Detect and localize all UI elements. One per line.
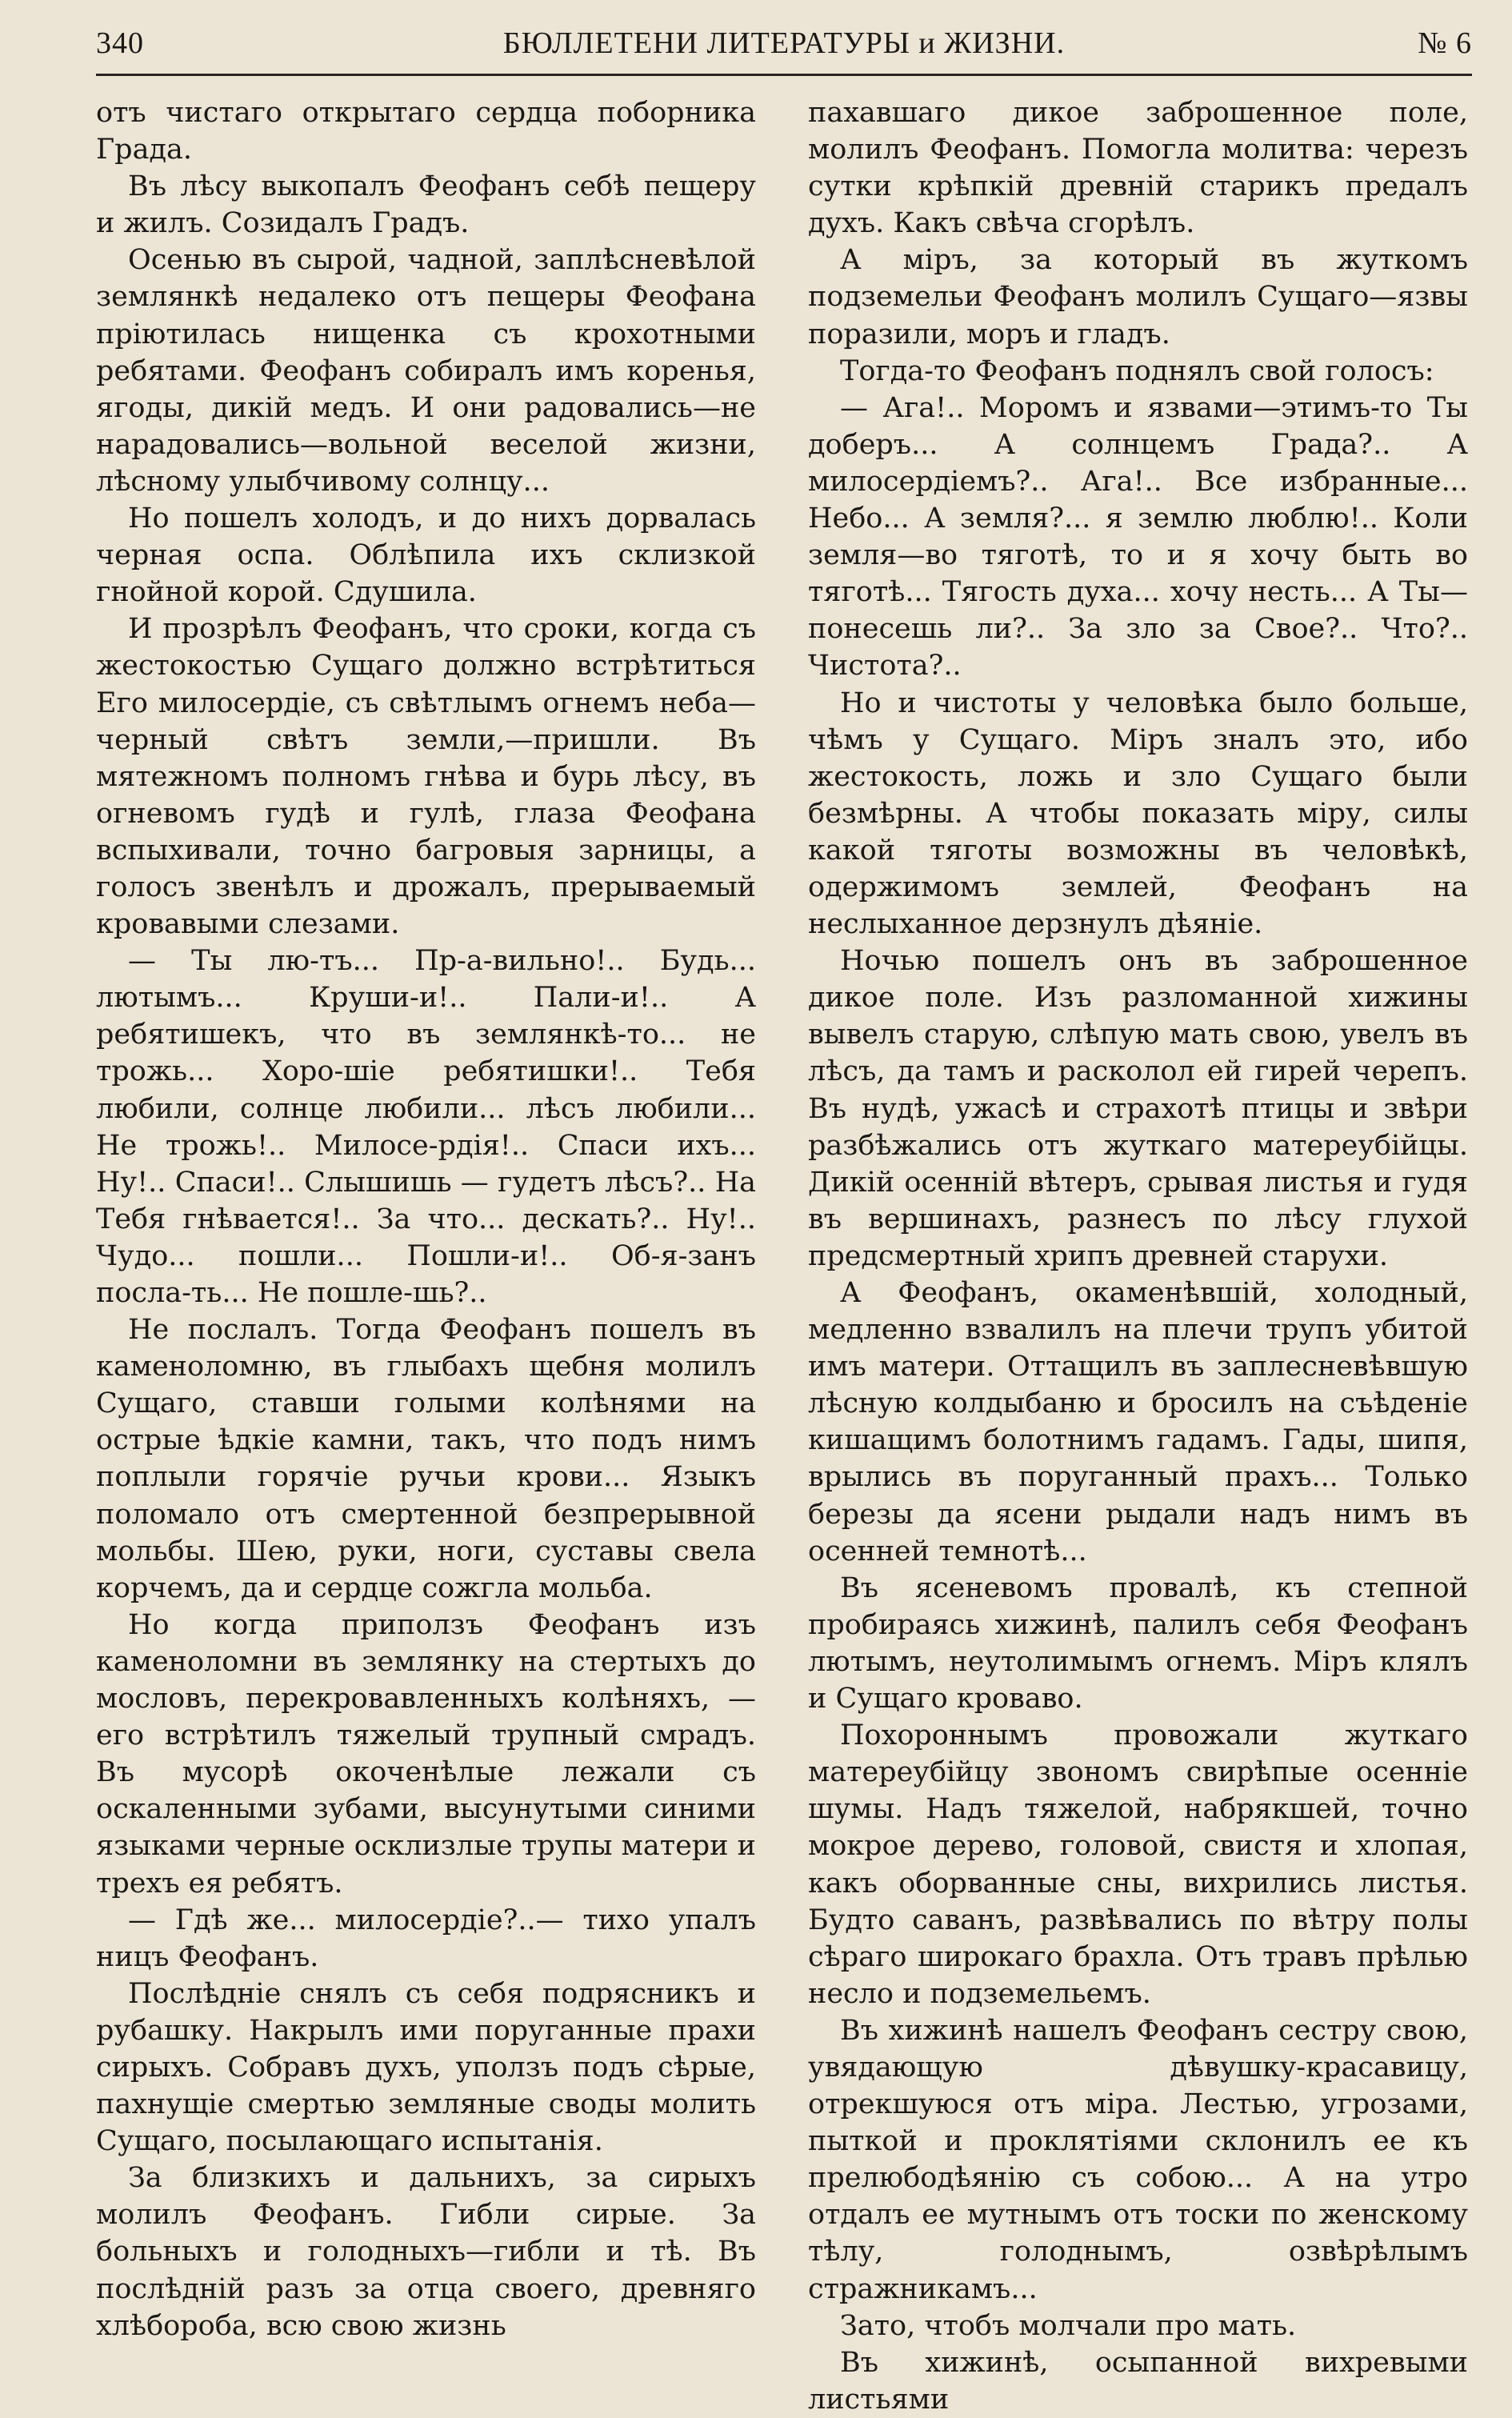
paragraph: — Ты лю-тъ... Пр-а-вильно!.. Будь... лютымъ... Круши-и!.. Пали-и!.. А ребятишекъ, что въ землянкѣ-то... не трожь... Хоро-шіе ребятишки!.. Тебя любили, солнце любили... лѣсъ любили... Не трожь!.. Милосе-рдія!.. Спаси ихъ... Ну!.. Спаси!.. Слышишь — гудетъ лѣсъ?.. На Тебя гнѣвается!.. За что... дескать?.. Ну!.. Чудо... пошли... Пошли-и!.. Об-я-занъ посла-ть... Не пошле-шь?.. — [96, 945, 756, 1309]
paragraph: пахавшаго дикое заброшенное поле, молилъ Феофанъ. Помогла молитва: черезъ сутки крѣпкій древній старикъ предалъ духъ. Какъ свѣча сгорѣлъ. — [808, 97, 1468, 240]
paragraph: Но пошелъ холодъ, и до нихъ дорвалась черная оспа. Облѣпила ихъ склизкой гнойной корой. Сдушила. — [96, 502, 756, 609]
paragraph: Осенью въ сырой, чадной, заплѣсневѣлой землянкѣ недалеко отъ пещеры Феофана пріютилась нищенка съ крохотными ребятами. Феофанъ собиралъ имъ коренья, ягоды, дикій медъ. И они радовались—не нарадовались—вольной веселой жизни, лѣсному улыбчивому солнцу... — [96, 244, 756, 498]
paragraph: отъ чистаго открытаго сердца поборника Града. — [96, 97, 756, 166]
paragraph: Въ лѣсу выкопалъ Феофанъ себѣ пещеру и жилъ. Созидалъ Градъ. — [96, 170, 756, 240]
paragraph: И прозрѣлъ Феофанъ, что сроки, когда съ жестокостью Сущаго должно встрѣтиться Его милосердіе, съ свѣтлымъ огнемъ неба—черный свѣтъ земли,—пришли. Въ мятежномъ полномъ гнѣва и бурь лѣсу, въ огневомъ гудѣ и гулѣ, глаза Феофана вспыхивали, точно багровыя зарницы, а голосъ звенѣлъ и дрожалъ, прерываемый кровавыми слезами. — [96, 613, 756, 941]
paragraph: Въ хижинѣ, осыпанной вихревыми листьями — [808, 2346, 1468, 2416]
right-column — [808, 94, 1468, 2416]
paragraph: Ночью пошелъ онъ въ заброшенное дикое поле. Изъ разломанной хижины вывелъ старую, слѣпую мать свою, увелъ въ лѣсъ, да тамъ и расколол ей гирей черепъ. Въ нудѣ, ужасѣ и страхотѣ птицы и звѣри разбѣжались отъ жуткаго матереубійцы. Дикій осенній вѣтеръ, срывая листья и гудя въ вершинахъ, разнесъ по лѣсу глухой предсмертный хрипъ древней старухи. — [808, 945, 1468, 1272]
paragraph: Послѣдніе снялъ съ себя подрясникъ и рубашку. Накрылъ ими поруганные прахи сирыхъ. Собравъ духъ, уползъ подъ сѣрые, пахнущіе смертью земляные своды молить Сущаго, посылающаго испытанія. — [96, 1977, 756, 2158]
paragraph: Тогда-то Феофанъ поднялъ свой голосъ: — [840, 354, 1434, 387]
page-number: 340 — [96, 26, 144, 60]
paragraph: Зато, чтобъ молчали про мать. — [840, 2309, 1297, 2342]
paragraph: — Ага!.. Моромъ и язвами—этимъ-то Ты доберъ... А солнцемъ Града?.. А милосердіемъ?.. Ага!.. Все избранные... Небо... А земля?... я землю люблю!.. Коли земля—во тяготѣ, то и я хочу быть во тяготѣ... Тягость духа... хочу несть... А Ты—понесешь ли?.. За зло за Свое?.. Что?.. Чистота?.. — [808, 391, 1468, 683]
paragraph: Въ ясеневомъ провалѣ, къ степной пробираясь хижинѣ, палилъ себя Феофанъ лютымъ, неутолимымъ огнемъ. Міръ клялъ и Сущаго кроваво. — [808, 1571, 1468, 1715]
paragraph: А Феофанъ, окаменѣвшій, холодный, медленно взвалилъ на плечи трупъ убитой имъ матери. Оттащилъ въ заплесневѣвшую лѣсную колдыбаню и бросилъ на съѣденіе кишащимъ болотнимъ гадамъ. Гады, шипя, врылись въ поруганный прахъ... Только березы да ясени рыдали надъ нимъ въ осенней темнотѣ... — [808, 1277, 1468, 1567]
paragraph: Не послалъ. Тогда Феофанъ пошелъ въ каменоломню, въ глыбахъ щебня молилъ Сущаго, ставши голыми колѣнями на острые ѣдкіе камни, такъ, что подъ нимъ поплыли горячіе ручьи крови... Языкъ поломало отъ смертенной безпрерывной мольбы. Шею, руки, ноги, суставы свела корчемъ, да и сердце сожгла мольба. — [96, 1314, 756, 1604]
paragraph: Похороннымъ провожали жуткаго матереубійцу звономъ свирѣпые осенніе шумы. Надъ тяжелой, набрякшей, точно мокрое дерево, головой, свистя и хлопая, какъ оборванные сны, вихрились листья. Будто саванъ, развѣвались по вѣтру полы сѣраго широкаго брахла. Отъ травъ прѣлью несло и подземельемъ. — [808, 1719, 1468, 2010]
header-rule — [96, 74, 1472, 76]
journal-title: БЮЛЛЕТЕНИ ЛИТЕРАТУРЫ и ЖИЗНИ. — [502, 26, 1066, 60]
running-header — [96, 18, 1472, 66]
left-column — [96, 94, 756, 2342]
paragraph: А міръ, за который въ жуткомъ подземельи Феофанъ молилъ Сущаго—язвы поразили, моръ и гладъ. — [808, 244, 1468, 350]
paragraph: — Гдѣ же... милосердіе?..— тихо упалъ ницъ Феофанъ. — [96, 1904, 756, 1973]
paragraph: Но и чистоты у человѣка было больше, чѣмъ у Сущаго. Міръ зналъ это, ибо жестокость, ложь и зло Сущаго были безмѣрны. А чтобы показать міру, силы какой тяготы возможны въ человѣкѣ, одержимомъ землей, Феофанъ на неслыханное дерзнулъ дѣяніе. — [808, 687, 1468, 941]
paragraph: За близкихъ и дальнихъ, за сирыхъ молилъ Феофанъ. Гибли сирые. За больныхъ и голодныхъ—гибли и тѣ. Въ послѣдній разъ за отца своего, древняго хлѣбороба, всю свою жизнь — [96, 2162, 756, 2342]
paragraph: Въ хижинѣ нашелъ Феофанъ сестру свою, увядающую дѣвушку-красавицу, отрекшуюся отъ міра. Лестью, угрозами, пыткой и проклятіями склонилъ ее къ прелюбодѣянію съ собою... А на утро отдалъ ее мутнымъ отъ тоски по женскому тѣлу, голоднымъ, озвѣрѣлымъ стражникамъ... — [808, 2014, 1468, 2305]
issue-number: № 6 — [1418, 26, 1472, 60]
paragraph: Но когда приползъ Феофанъ изъ каменоломни въ землянку на стертыхъ до мословъ, перекровавленныхъ колѣняхъ, — его встрѣтилъ тяжелый трупный смрадъ. Въ мусорѣ окоченѣлые лежали съ оскаленными зубами, высунутыми синими языками черные осклизлые трупы матери и трехъ ея ребятъ. — [96, 1608, 756, 1900]
